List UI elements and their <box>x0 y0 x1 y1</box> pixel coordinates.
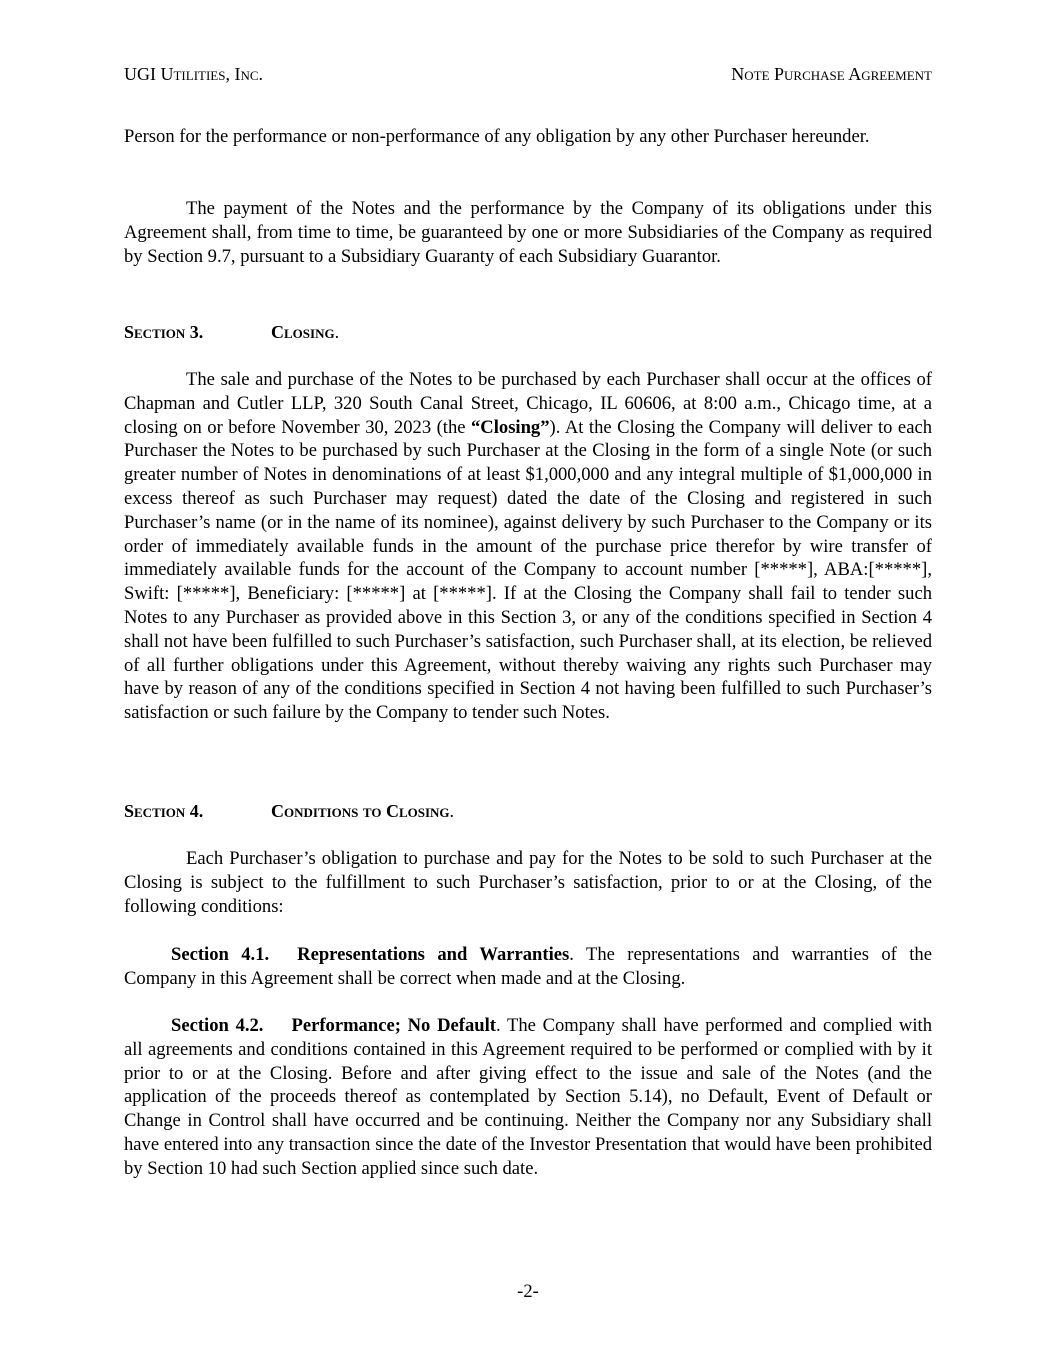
closing-defined-term: “Closing” <box>471 416 550 438</box>
section-4-2-text: . The Company shall have performed and complied with all agreements and conditions contained in this Agreement required to be performed or complied with by it prior to or at the Closing. Before and after giving effect to the issue and sale of the Notes (and the application of the proceeds thereof as contemplated by Section 5.14), no Default, Event of Default or Change in Control shall have occurred and be continuing. Neither the Company nor any Subsidiary shall have entered into any transaction since the date of the Investor Presentation that would have been prohibited by Section 10 had such Section applied since such date. <box>124 1015 932 1179</box>
header-company-name: UGI Utilities, Inc. <box>124 64 264 84</box>
section-4-title: Conditions to Closing <box>271 801 450 821</box>
section-4-period: . <box>449 801 455 821</box>
section-4-2-title: Performance; No Default <box>291 1015 496 1036</box>
section-3-number: Section 3. <box>124 322 204 342</box>
section-3-text-b: ). At the Closing the Company will deliver to each Purchaser the Notes to be purchased by such Purchaser at the Closing in the form of a single Note (or such greater number of Notes in denominations of at least $1,000,000 and any integral multiple of $1,000,000 in excess thereof as such Purchaser may request) dated the date of the Closing and registered in such Purchaser’s name (or in the name of its nominee), against delivery by such Purchaser to the Company or its order of immediately available funds in the amount of the purchase price therefor by wire transfer of immediately available funds for the account of the Company to account number [*****], ABA:[*****], Swift: [*****], Beneficiary: [*****] at [*****]. If at the Closing the Company shall fail to tender such Notes to any Purchaser as provided above in this Section 3, or any of the conditions specified in Section 4 shall not have been fulfilled to such Purchaser’s satisfaction, such Purchaser shall, at its election, be relieved of all further obligations under this Agreement, without thereby waiving any rights such Purchaser may have by reason of any of the conditions specified in Section 4 not having been fulfilled to such Purchaser’s satisfaction or such failure by the Company to tender such Notes. <box>124 416 932 724</box>
section-4-title-wrap <box>271 800 454 824</box>
section-4-1-title: Representations and Warranties <box>297 944 570 965</box>
section-4-1-number: Section 4.1. <box>171 944 270 965</box>
section-3-title-wrap <box>271 321 339 345</box>
section-3-body <box>124 368 932 725</box>
section-4-body: Each Purchaser’s obligation to purchase and pay for the Notes to be sold to such Purchaser at the Closing is subject to the fulfillment to such Purchaser’s satisfaction, prior to or at the Closing, of the following conditions: <box>124 848 932 917</box>
section-4-2-number: Section 4.2. <box>171 1015 264 1036</box>
section-4-heading <box>124 800 932 824</box>
page-number: -2- <box>517 1281 539 1302</box>
page-header <box>124 63 932 87</box>
paragraph-guaranty: The payment of the Notes and the performance by the Company of its obligations under this Agreement shall, from time to time, be guaranteed by one or more Subsidiaries of the Company as required by Section 9.7, pursuant to a Subsidiary Guaranty of each Subsidiary Guarantor. <box>124 198 932 267</box>
section-4-1-paragraph <box>124 943 932 991</box>
section-4-1-text: . The representations and warranties of the Company in this Agreement shall be correct when made and at the Closing. <box>124 944 932 989</box>
section-4-2-paragraph <box>124 1014 932 1181</box>
section-3-text-a: The sale and purchase of the Notes to be purchased by each Purchaser shall occur at the offices of Chapman and Cutler LLP, 320 South Canal Street, Chicago, IL 60606, at 8:00 a.m., Chicago time, at a closing on or before November 30, 2023 (the <box>124 369 932 438</box>
section-3-period: . <box>334 322 340 342</box>
section-3-title: Closing <box>271 322 335 342</box>
paragraph-continuation: Person for the performance or non-performance of any obligation by any other Purchaser hereunder. <box>124 126 870 147</box>
section-3-heading <box>124 321 932 345</box>
section-4-number: Section 4. <box>124 801 204 821</box>
header-document-title: Note Purchase Agreement <box>731 64 932 84</box>
